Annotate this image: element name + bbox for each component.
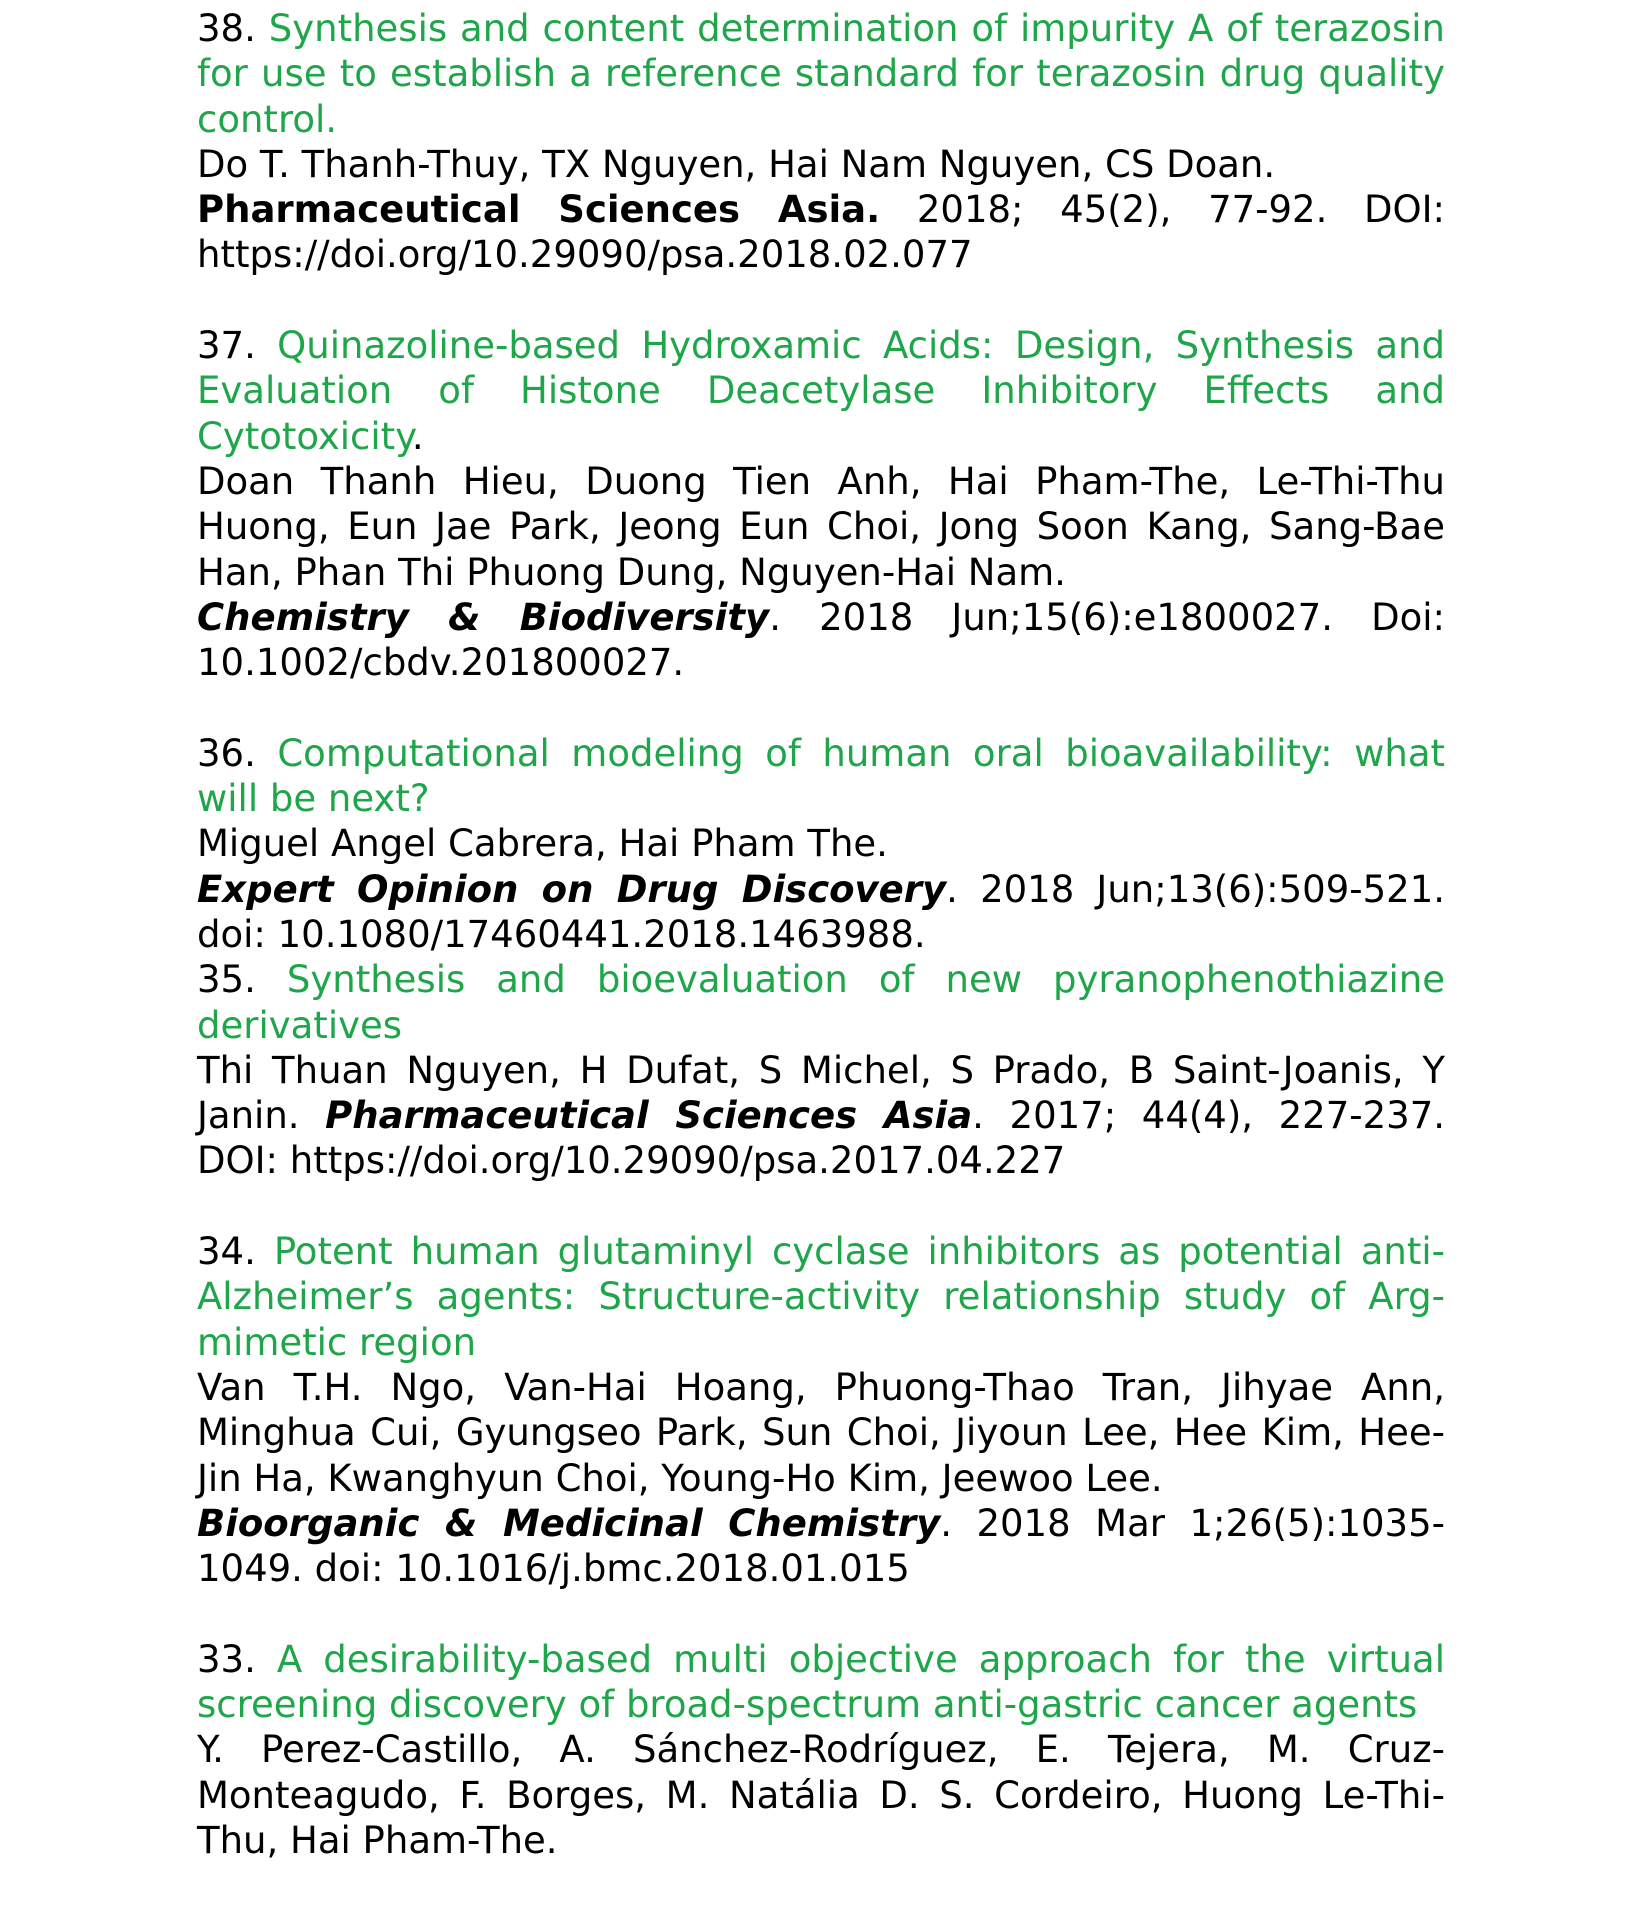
entry-citation: 2018; 45(2), 77-92. DOI: https://doi.org/10.29090/psa.2018.02.077: [197, 188, 1445, 277]
entry-number: 37.: [197, 324, 256, 368]
entry-spacer: [197, 1591, 1445, 1636]
entry-title-paragraph: [197, 1229, 1445, 1365]
entry-title-link[interactable]: Synthesis and content determination of impurity A of terazosin for use to establish a reference standard for terazosin drug quality control.: [197, 7, 1445, 141]
entry-spacer: [197, 1184, 1445, 1229]
entry-title-paragraph: [197, 731, 1445, 822]
entry-title-paragraph: [197, 957, 1445, 1048]
entry-title-paragraph: [197, 323, 1445, 459]
entry-journal: Pharmaceutical Sciences Asia: [325, 1094, 973, 1138]
publication-entry-36: [197, 731, 1445, 957]
entry-citation-paragraph: [197, 867, 1445, 958]
entry-citation: . 2018 Jun;13(6):509-521. doi: 10.1080/17460441.2018.1463988.: [197, 867, 1446, 956]
entry-citation: . 2018 Jun;15(6):e1800027. Doi: 10.1002/cbdv.201800027.: [197, 595, 1446, 685]
entry-number: 35.: [197, 958, 256, 1002]
entry-spacer: [197, 278, 1445, 323]
entry-number: 38.: [197, 7, 256, 50]
entry-citation-paragraph: [197, 595, 1445, 686]
entry-title-link[interactable]: Synthesis and bioevaluation of new pyranophenothiazine derivatives: [197, 958, 1445, 1047]
entry-title-link[interactable]: Potent human glutaminyl cyclase inhibitors as potential anti-Alzheimer’s agents: Structure-activity relationship study of Arg-mimetic region: [197, 1230, 1445, 1364]
publication-entry-34: [197, 1229, 1445, 1591]
entry-citation: . 2018 Mar 1;26(5):1035-1049. doi: 10.1016/j.bmc.2018.01.015: [197, 1501, 1445, 1591]
entry-authors: Do T. Thanh-Thuy, TX Nguyen, Hai Nam Nguyen, CS Doan.: [197, 142, 1276, 186]
entry-citation-paragraph: [197, 1501, 1445, 1592]
entry-title-link[interactable]: Quinazoline-based Hydroxamic Acids: Design, Synthesis and Evaluation of Histone Deacetylase Inhibitory Effects and Cytotoxicity: [197, 324, 1445, 458]
entry-journal: Pharmaceutical Sciences Asia.: [197, 188, 881, 232]
entry-title-link[interactable]: A desirability-based multi objective approach for the virtual screening discovery of broad-spectrum anti-gastric cancer agents: [197, 1637, 1445, 1726]
entry-number: 36.: [197, 731, 256, 775]
publication-entry-33: [197, 1637, 1445, 1863]
entry-title-suffix: .: [411, 414, 424, 458]
entry-number: 33.: [197, 1637, 256, 1681]
entry-citation-paragraph: [197, 187, 1445, 278]
entry-authors: Y. Perez-Castillo, A. Sánchez-Rodríguez, E. Tejera, M. Cruz-Monteagudo, F. Borges, M. Natália D. S. Cordeiro, Huong Le-Thi-Thu, Hai Pham-The.: [197, 1728, 1445, 1862]
publication-list: [197, 6, 1445, 1863]
entry-authors: Thi Thuan Nguyen, H Dufat, S Michel, S Prado, B Saint-Joanis, Y Janin.: [197, 1048, 1445, 1138]
entry-authors: Doan Thanh Hieu, Duong Tien Anh, Hai Pham-The, Le-Thi-Thu Huong, Eun Jae Park, Jeong Eun Choi, Jong Soon Kang, Sang-Bae Han, Phan Thi Phuong Dung, Nguyen-Hai Nam.: [197, 459, 1445, 594]
entry-title-link[interactable]: Computational modeling of human oral bioavailability: what will be next?: [197, 731, 1445, 821]
entry-authors: Van T.H. Ngo, Van-Hai Hoang, Phuong-Thao Tran, Jihyae Ann, Minghua Cui, Gyungseo Park, Sun Choi, Jiyoun Lee, Hee Kim, Hee-Jin Ha, Kwanghyun Choi, Young-Ho Kim, Jeewoo Lee.: [197, 1365, 1445, 1500]
entry-authors-citation-paragraph: [197, 1048, 1445, 1184]
publication-entry-37: [197, 323, 1445, 685]
entry-authors: Miguel Angel Cabrera, Hai Pham The.: [197, 822, 888, 866]
entry-number: 34.: [197, 1230, 256, 1274]
entry-journal: Bioorganic & Medicinal Chemistry: [197, 1501, 941, 1545]
entry-title-paragraph: [197, 6, 1445, 142]
entry-title-paragraph: [197, 1637, 1445, 1728]
publication-entry-35: [197, 957, 1445, 1183]
publication-entry-38: [197, 6, 1445, 278]
entry-spacer: [197, 685, 1445, 730]
entry-citation: . 2017; 44(4), 227-237. DOI: https://doi.org/10.29090/psa.2017.04.227: [197, 1094, 1445, 1183]
entry-journal: Chemistry & Biodiversity: [197, 595, 770, 639]
entry-journal: Expert Opinion on Drug Discovery: [197, 867, 947, 911]
